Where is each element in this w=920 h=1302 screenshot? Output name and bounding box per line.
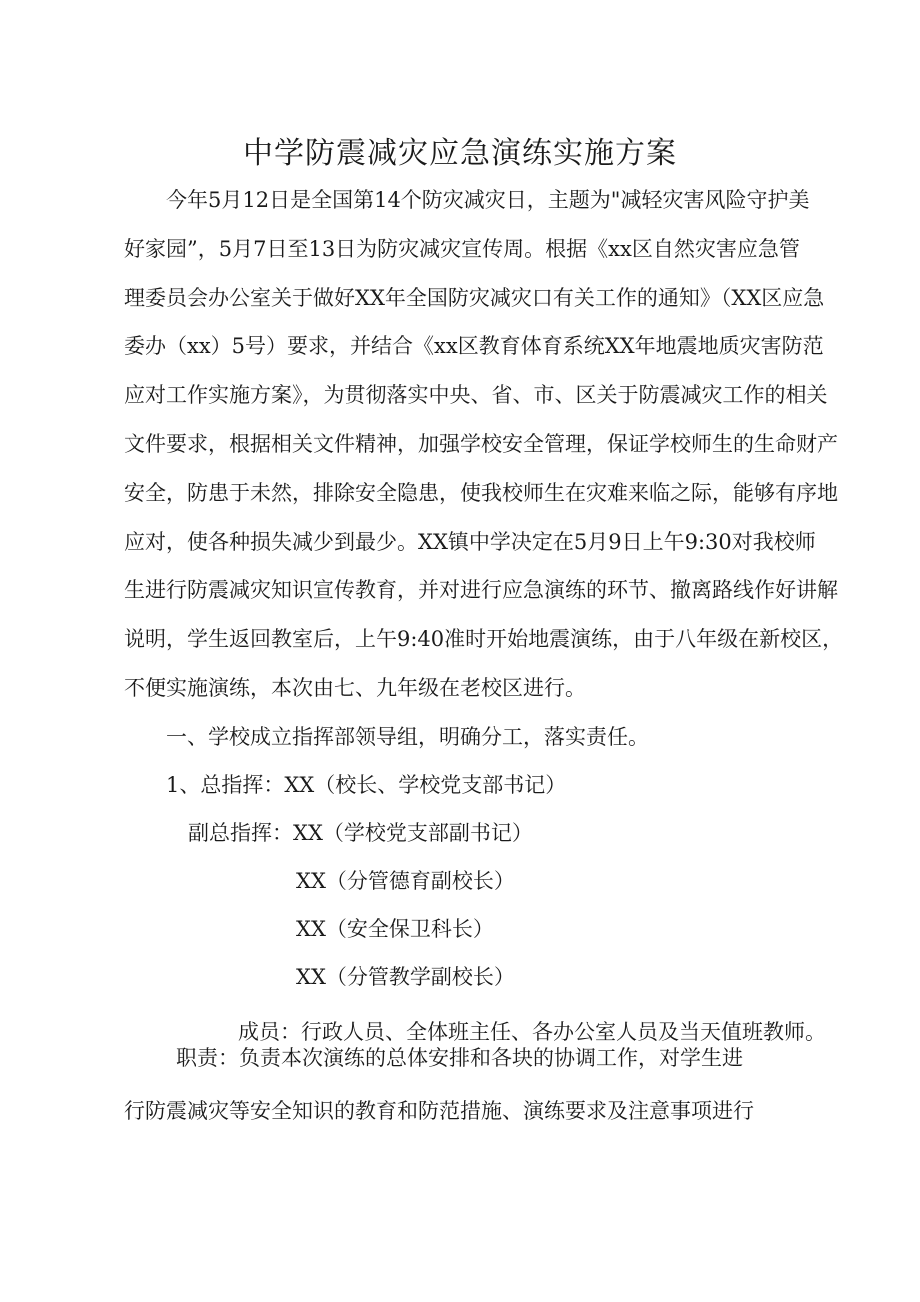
intro-line-1: 今年5月12日是全国第14个防灾减灾日，主题为"减轻灾害风险守护美	[166, 188, 810, 212]
intro-line-5: 应对工作实施方案》，为贯彻落实中央、省、市、区关于防震减灾工作的相关	[124, 383, 828, 407]
intro-line-11: 不便实施演练，本次由七、九年级在老校区进行。	[124, 676, 586, 700]
commander-line: 1、总指挥：XX（校长、学校党支部书记）	[166, 773, 567, 797]
deputy-other-2: XX（安全保卫科长）	[296, 917, 494, 941]
intro-line-7: 安全，防患于未然，排除安全隐患，使我校师生在灾难来临之际，能够有序地	[124, 481, 838, 505]
duty-line-2: 行防震减灾等安全知识的教育和防范措施、演练要求及注意事项进行	[124, 1099, 754, 1123]
deputy-other-3: XX（分管教学副校长）	[296, 965, 515, 989]
document-title: 中学防震减灾应急演练实施方案	[243, 136, 677, 171]
intro-line-8: 应对，使各种损失减少到最少。XX镇中学决定在5月9日上午9:30对我校师	[124, 530, 816, 554]
intro-line-3: 理委员会办公室关于做好XX年全国防灾减灾口有关工作的通知》（XX区应急	[124, 286, 825, 310]
intro-line-4: 委办（xx）5号）要求，并结合《xx区教育体育系统XX年地震地质灾害防范	[124, 334, 824, 358]
intro-line-9: 生进行防震减灾知识宣传教育，并对进行应急演练的环节、撤离路线作好讲解	[124, 578, 838, 602]
deputy-other-1: XX（分管德育副校长）	[296, 869, 515, 893]
duty-line-1: 职责：负责本次演练的总体安排和各块的协调工作，对学生进	[176, 1046, 743, 1070]
intro-line-10: 说明，学生返回教室后，上午9:40准时开始地震演练，由于八年级在新校区，	[124, 627, 844, 651]
members-line: 成员：行政人员、全体班主任、各办公室人员及当天值班教师。	[238, 1020, 826, 1044]
intro-line-2: 好家园”，5月7日至13日为防灾减灾宣传周。根据《xx区自然灾害应急管	[124, 237, 800, 261]
section-heading: 一、学校成立指挥部领导组，明确分工，落实责任。	[166, 725, 649, 749]
intro-line-6: 文件要求，根据相关文件精神，加强学校安全管理，保证学校师生的生命财产	[124, 432, 838, 456]
deputy-line: 副总指挥：XX（学校党支部副书记）	[188, 821, 533, 845]
